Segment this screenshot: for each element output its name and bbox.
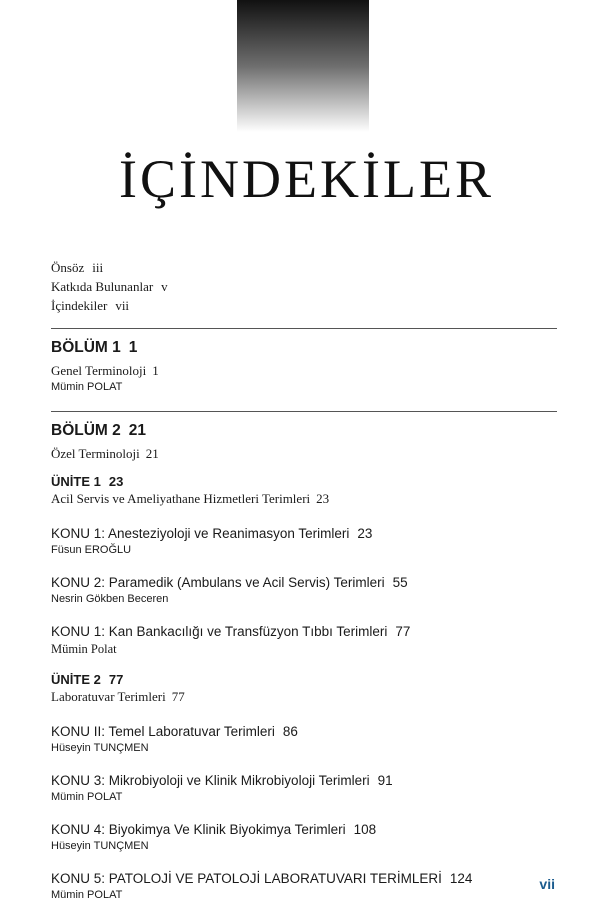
toc-entry-konu[interactable] xyxy=(51,623,571,657)
konu-label: KONU 3: Mikrobiyoloji ve Klinik Mikrobiyoloji Terimleri xyxy=(51,773,370,788)
toc-entry-genel-terminoloji[interactable] xyxy=(51,362,571,380)
konu-page: 86 xyxy=(282,724,298,739)
unite-page: 77 xyxy=(108,672,124,687)
konu-label: KONU 4: Biyokimya Ve Klinik Biyokimya Terimleri xyxy=(51,822,346,837)
toc-entry-label: Özel Terminoloji xyxy=(51,446,140,461)
konu-label: KONU II: Temel Laboratuvar Terimleri xyxy=(51,724,275,739)
unite-1-heading[interactable] xyxy=(51,473,571,490)
konu-page: 91 xyxy=(377,773,393,788)
front-matter-list xyxy=(51,258,168,315)
toc-entry-konu[interactable] xyxy=(51,821,571,853)
toc-entry-katkida-bulunanlar[interactable] xyxy=(51,277,168,296)
toc-entry-label: İçindekiler xyxy=(51,298,108,313)
page-title: İÇİNDEKİLER xyxy=(119,149,494,209)
bolum-2-heading[interactable] xyxy=(51,421,571,441)
toc-entry-page: 77 xyxy=(171,689,185,704)
toc-entry-page: 1 xyxy=(152,363,159,378)
toc-entry-page: vii xyxy=(115,298,130,313)
author-name: Hüseyin TUNÇMEN xyxy=(51,840,149,852)
toc-entry-ozel-terminoloji[interactable] xyxy=(51,445,571,463)
toc-entry-page: 21 xyxy=(145,446,159,461)
bolum-1-heading[interactable] xyxy=(51,338,571,358)
unite-page: 23 xyxy=(108,474,124,489)
bolum-label: BÖLÜM 2 xyxy=(51,422,121,439)
author-name: Mümin POLAT xyxy=(51,791,123,803)
konu-page: 108 xyxy=(353,822,377,837)
toc-entry-konu[interactable] xyxy=(51,723,571,755)
toc-entry-page: v xyxy=(161,279,168,294)
toc-entry-konu[interactable] xyxy=(51,525,571,557)
toc-entry-onsoz[interactable] xyxy=(51,258,168,277)
unite-2-subtitle[interactable] xyxy=(51,688,571,706)
header-banner xyxy=(237,0,369,132)
konu-label: KONU 2: Paramedik (Ambulans ve Acil Servis) Terimleri xyxy=(51,575,385,590)
author-name: Hüseyin TUNÇMEN xyxy=(51,742,149,754)
toc-entry-konu[interactable] xyxy=(51,574,571,606)
page-number: vii xyxy=(539,876,555,892)
toc-entry-page: 23 xyxy=(316,491,330,506)
unite-2-heading[interactable] xyxy=(51,671,571,688)
toc-entry-page: iii xyxy=(92,260,104,275)
unite-1-subtitle[interactable] xyxy=(51,490,571,508)
author-name: Mümin POLAT xyxy=(51,889,123,901)
author-name: Mümin POLAT xyxy=(51,381,123,393)
bolum-page: 1 xyxy=(128,339,138,356)
konu-page: 23 xyxy=(357,526,373,541)
author-name: Füsun EROĞLU xyxy=(51,544,132,556)
toc-entry-label: Genel Terminoloji xyxy=(51,363,147,378)
unite-label: ÜNİTE 1 xyxy=(51,474,101,489)
konu-page: 77 xyxy=(395,624,411,639)
konu-page: 124 xyxy=(449,871,473,886)
toc-entry-icindekiler[interactable] xyxy=(51,296,168,315)
konu-label: KONU 1: Kan Bankacılığı ve Transfüzyon Tıbbı Terimleri xyxy=(51,624,388,639)
unite-label: ÜNİTE 2 xyxy=(51,672,101,687)
section-divider xyxy=(51,328,557,329)
bolum-1-section xyxy=(51,338,571,394)
bolum-page: 21 xyxy=(128,422,146,439)
konu-page: 55 xyxy=(392,575,408,590)
bolum-2-section xyxy=(51,421,571,902)
toc-entry-label: Acil Servis ve Ameliyathane Hizmetleri Terimleri xyxy=(51,491,311,506)
toc-entry-label: Laboratuvar Terimleri xyxy=(51,689,166,704)
section-divider xyxy=(51,411,557,412)
konu-label: KONU 5: PATOLOJİ VE PATOLOJİ LABORATUVARI TERİMLERİ xyxy=(51,871,442,886)
konu-label: KONU 1: Anesteziyoloji ve Reanimasyon Terimleri xyxy=(51,526,350,541)
toc-entry-konu[interactable] xyxy=(51,772,571,804)
toc-entry-label: Önsöz xyxy=(51,260,85,275)
bolum-label: BÖLÜM 1 xyxy=(51,339,121,356)
toc-entry-label: Katkıda Bulunanlar xyxy=(51,279,154,294)
author-name: Mümin Polat xyxy=(51,642,117,656)
toc-entry-konu[interactable] xyxy=(51,870,571,902)
author-name: Nesrin Gökben Beceren xyxy=(51,593,169,605)
